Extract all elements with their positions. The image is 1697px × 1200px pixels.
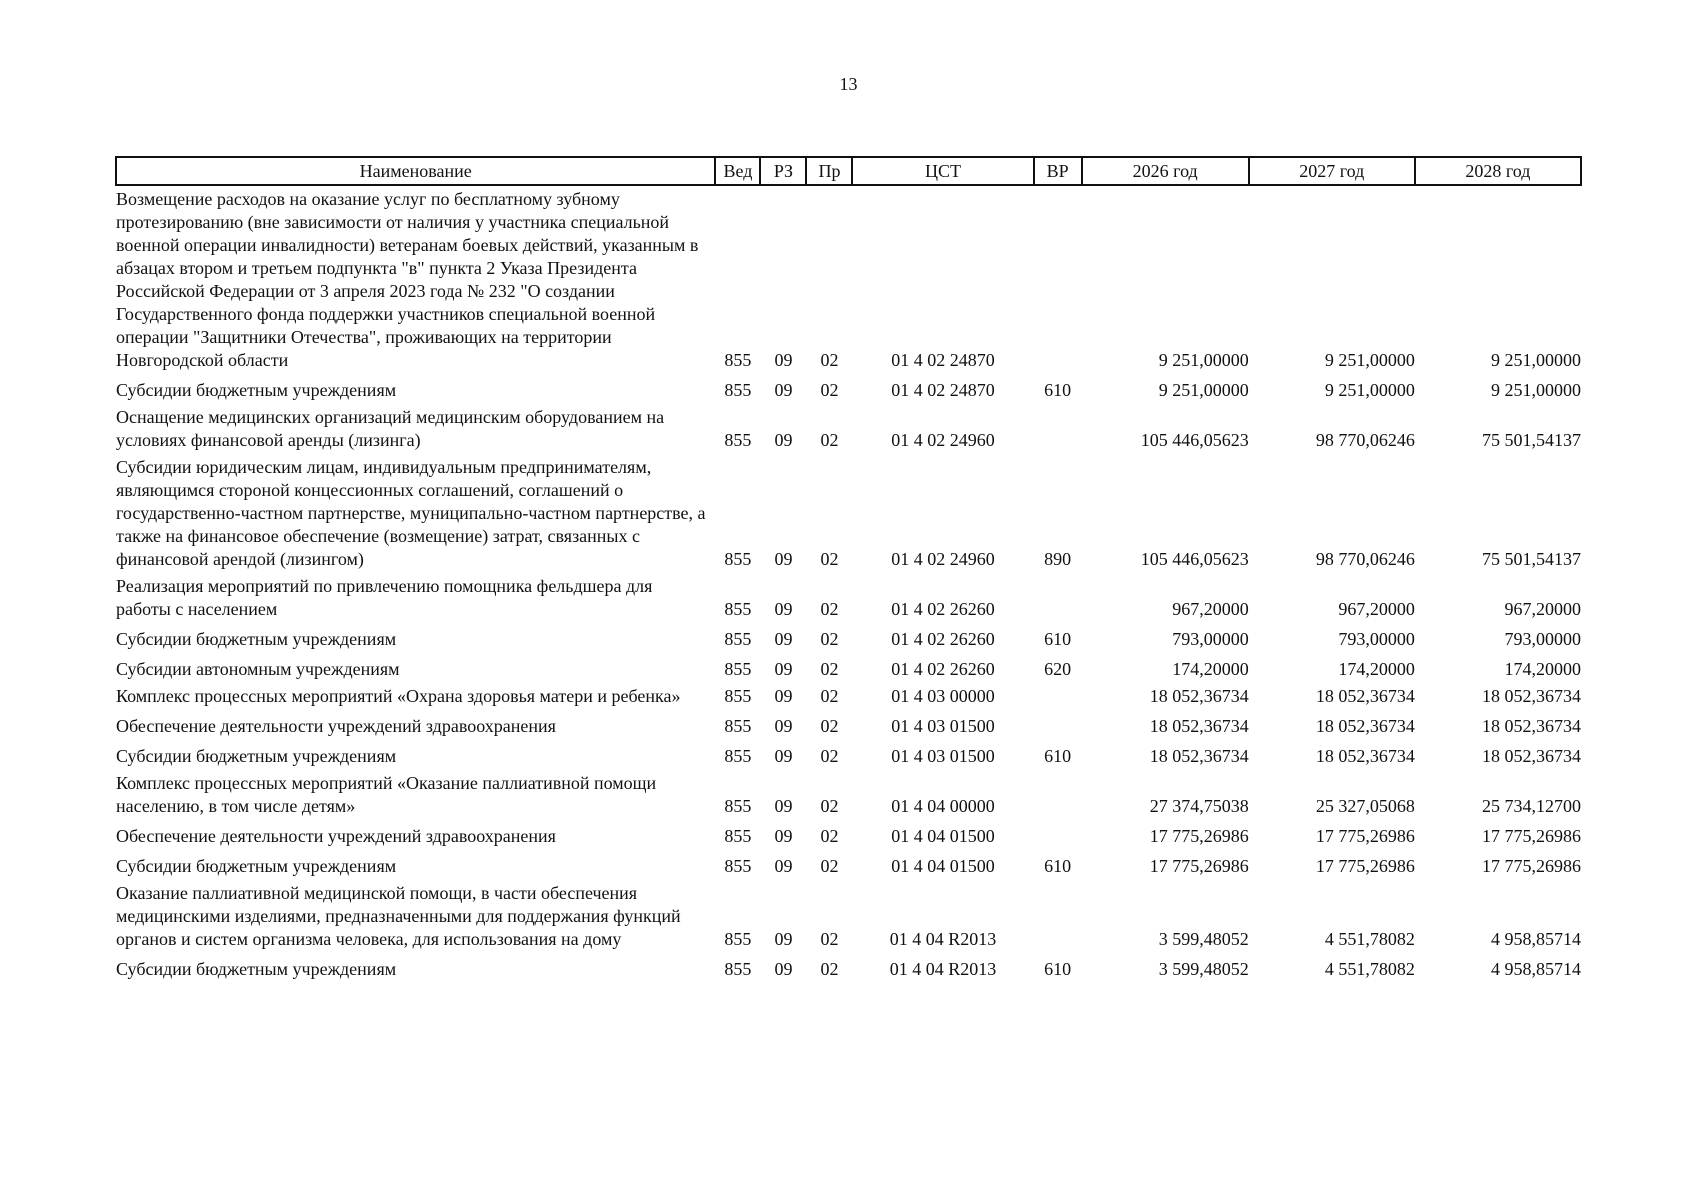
row-cst: 01 4 04 01500	[891, 856, 995, 876]
header-2028: 2028 год	[1415, 157, 1581, 185]
row-name: Комплекс процессных мероприятий «Охрана здоровья матери и ребенка»	[116, 686, 681, 706]
row-name: Субсидии автономным учреждениям	[116, 659, 400, 679]
row-value-2026: 27 374,75038	[1149, 796, 1249, 816]
row-value-2026: 18 052,36734	[1149, 746, 1249, 766]
row-pr: 02	[820, 686, 839, 706]
row-value-2026: 3 599,48052	[1158, 929, 1249, 949]
table-row	[116, 820, 1581, 850]
table-row	[116, 740, 1581, 770]
row-vr	[1034, 185, 1082, 374]
table-row	[116, 653, 1581, 683]
row-cst: 01 4 03 00000	[891, 686, 995, 706]
header-2026: 2026 год	[1082, 157, 1249, 185]
row-pr: 02	[820, 826, 839, 846]
page-number: 13	[839, 74, 858, 94]
header-name: Наименование	[116, 157, 715, 185]
row-value-2026: 9 251,00000	[1158, 350, 1249, 370]
row-ved: 855	[724, 959, 752, 979]
row-ved: 855	[724, 350, 752, 370]
row-name: Оказание паллиативной медицинской помощи, в части обеспечения медицинскими изделиями, предназначенными для поддержания функций органов и систем организма человека, для использования на дому	[116, 883, 681, 949]
row-rz: 09	[774, 716, 793, 736]
row-ved: 855	[724, 659, 752, 679]
header-ved: Вед	[715, 157, 760, 185]
row-rz: 09	[774, 599, 793, 619]
row-vr	[1034, 683, 1082, 710]
row-pr: 02	[820, 430, 839, 450]
row-pr: 02	[820, 746, 839, 766]
row-pr: 02	[820, 549, 839, 569]
row-name: Субсидии бюджетным учреждениям	[116, 380, 397, 400]
row-name: Субсидии бюджетным учреждениям	[116, 959, 397, 979]
header-2027: 2027 год	[1249, 157, 1415, 185]
row-pr: 02	[820, 716, 839, 736]
row-value-2026: 17 775,26986	[1149, 826, 1249, 846]
row-value-2027: 967,20000	[1338, 599, 1415, 619]
row-value-2026: 9 251,00000	[1158, 380, 1249, 400]
table-row	[116, 683, 1581, 710]
row-cst: 01 4 02 24870	[891, 380, 995, 400]
table-row	[116, 404, 1581, 454]
row-vr	[1034, 710, 1082, 740]
row-name: Субсидии бюджетным учреждениям	[116, 856, 397, 876]
row-rz: 09	[774, 549, 793, 569]
row-cst: 01 4 02 24870	[891, 350, 995, 370]
row-value-2028: 9 251,00000	[1491, 350, 1581, 370]
row-value-2028: 17 775,26986	[1482, 826, 1581, 846]
row-pr: 02	[820, 380, 839, 400]
table-row	[116, 710, 1581, 740]
row-vr	[1034, 404, 1082, 454]
row-value-2026: 3 599,48052	[1158, 959, 1249, 979]
row-value-2026: 174,20000	[1172, 659, 1249, 679]
row-vr: 620	[1044, 659, 1072, 679]
row-rz: 09	[774, 796, 793, 816]
row-value-2028: 18 052,36734	[1482, 686, 1581, 706]
row-ved: 855	[724, 746, 752, 766]
row-cst: 01 4 03 01500	[891, 746, 995, 766]
row-value-2026: 793,00000	[1172, 629, 1249, 649]
row-pr: 02	[820, 796, 839, 816]
table-row	[116, 850, 1581, 880]
header-pr: Пр	[806, 157, 852, 185]
row-value-2028: 967,20000	[1504, 599, 1581, 619]
row-name: Субсидии юридическим лицам, индивидуальным предпринимателям, являющимся стороной концессионных соглашений, соглашений о государственно-частном партнерстве, муниципально-частном партнерстве, а также на финансовое обеспечение (возмещение) затрат, связанных с финансовой арендой (лизингом)	[116, 457, 706, 569]
row-value-2028: 4 958,85714	[1491, 929, 1581, 949]
row-value-2027: 17 775,26986	[1315, 826, 1415, 846]
row-ved: 855	[724, 430, 752, 450]
row-value-2028: 174,20000	[1504, 659, 1581, 679]
row-rz: 09	[774, 686, 793, 706]
row-name: Субсидии бюджетным учреждениям	[116, 629, 397, 649]
row-vr: 610	[1044, 380, 1072, 400]
row-value-2028: 75 501,54137	[1482, 430, 1581, 450]
row-pr: 02	[820, 599, 839, 619]
row-cst: 01 4 03 01500	[891, 716, 995, 736]
row-rz: 09	[774, 826, 793, 846]
row-ved: 855	[724, 629, 752, 649]
row-ved: 855	[724, 856, 752, 876]
row-name: Обеспечение деятельности учреждений здравоохранения	[116, 826, 556, 846]
row-value-2028: 75 501,54137	[1482, 549, 1581, 569]
row-value-2027: 9 251,00000	[1324, 380, 1415, 400]
table-row	[116, 953, 1581, 983]
row-rz: 09	[774, 350, 793, 370]
row-value-2026: 105 446,05623	[1140, 430, 1249, 450]
header-rz: РЗ	[760, 157, 806, 185]
row-value-2027: 4 551,78082	[1324, 929, 1415, 949]
row-rz: 09	[774, 959, 793, 979]
row-value-2027: 18 052,36734	[1315, 746, 1415, 766]
row-value-2028: 18 052,36734	[1482, 716, 1581, 736]
table-body	[116, 185, 1581, 983]
row-value-2028: 18 052,36734	[1482, 746, 1581, 766]
row-pr: 02	[820, 929, 839, 949]
row-value-2027: 17 775,26986	[1315, 856, 1415, 876]
row-rz: 09	[774, 856, 793, 876]
row-name: Субсидии бюджетным учреждениям	[116, 746, 397, 766]
table-row	[116, 880, 1581, 953]
row-ved: 855	[724, 826, 752, 846]
row-rz: 09	[774, 929, 793, 949]
row-value-2027: 18 052,36734	[1315, 716, 1415, 736]
row-value-2028: 9 251,00000	[1491, 380, 1581, 400]
table-row	[116, 374, 1581, 404]
row-cst: 01 4 04 01500	[891, 826, 995, 846]
row-name: Комплекс процессных мероприятий «Оказание паллиативной помощи населению, в том числе детям»	[116, 773, 657, 816]
row-ved: 855	[724, 929, 752, 949]
row-value-2028: 793,00000	[1504, 629, 1581, 649]
row-cst: 01 4 02 26260	[891, 659, 995, 679]
row-ved: 855	[724, 549, 752, 569]
row-value-2027: 793,00000	[1338, 629, 1415, 649]
row-value-2026: 105 446,05623	[1140, 549, 1249, 569]
row-value-2028: 17 775,26986	[1482, 856, 1581, 876]
row-value-2027: 25 327,05068	[1315, 796, 1415, 816]
row-value-2026: 17 775,26986	[1149, 856, 1249, 876]
header-vr: ВР	[1034, 157, 1082, 185]
row-rz: 09	[774, 430, 793, 450]
row-value-2027: 9 251,00000	[1324, 350, 1415, 370]
header-cst: ЦСТ	[852, 157, 1033, 185]
row-pr: 02	[820, 959, 839, 979]
row-value-2026: 18 052,36734	[1149, 686, 1249, 706]
row-cst: 01 4 04 R2013	[889, 929, 997, 949]
row-cst: 01 4 04 00000	[891, 796, 995, 816]
row-vr: 610	[1044, 959, 1072, 979]
row-vr: 890	[1044, 549, 1072, 569]
table-row	[116, 623, 1581, 653]
row-vr	[1034, 770, 1082, 820]
table-row	[116, 454, 1581, 573]
row-cst: 01 4 02 26260	[891, 629, 995, 649]
row-pr: 02	[820, 629, 839, 649]
row-rz: 09	[774, 629, 793, 649]
row-ved: 855	[724, 380, 752, 400]
row-ved: 855	[724, 796, 752, 816]
row-vr: 610	[1044, 856, 1072, 876]
table-row	[116, 185, 1581, 374]
row-cst: 01 4 02 24960	[891, 430, 995, 450]
row-value-2027: 18 052,36734	[1315, 686, 1415, 706]
row-rz: 09	[774, 746, 793, 766]
row-value-2027: 98 770,06246	[1315, 430, 1415, 450]
row-ved: 855	[724, 686, 752, 706]
row-value-2027: 4 551,78082	[1324, 959, 1415, 979]
table-row	[116, 573, 1581, 623]
row-value-2026: 967,20000	[1172, 599, 1249, 619]
row-pr: 02	[820, 350, 839, 370]
budget-table	[115, 156, 1582, 983]
row-cst: 01 4 02 26260	[891, 599, 995, 619]
row-cst: 01 4 02 24960	[891, 549, 995, 569]
row-value-2028: 25 734,12700	[1482, 796, 1581, 816]
row-name: Обеспечение деятельности учреждений здравоохранения	[116, 716, 556, 736]
row-name: Оснащение медицинских организаций медицинским оборудованием на условиях финансовой аренды (лизинга)	[116, 407, 665, 450]
row-pr: 02	[820, 659, 839, 679]
row-name: Возмещение расходов на оказание услуг по бесплатному зубному протезированию (вне зависимости от наличия у участника специальной военной операции инвалидности) ветеранам боевых действий, указанным в абзацах втором и третьем подпункта "в" пункта 2 Указа Президента Российской Федерации от 3 апреля 2023 года № 232 "О создании Государственного фонда поддержки участников специальной военной операции "Защитники Отечества", проживающих на территории Новгородской области	[116, 189, 699, 370]
row-vr	[1034, 880, 1082, 953]
row-vr	[1034, 573, 1082, 623]
row-value-2027: 98 770,06246	[1315, 549, 1415, 569]
row-vr: 610	[1044, 629, 1072, 649]
row-value-2027: 174,20000	[1338, 659, 1415, 679]
row-ved: 855	[724, 599, 752, 619]
row-name: Реализация мероприятий по привлечению помощника фельдшера для работы с населением	[116, 576, 653, 619]
row-rz: 09	[774, 659, 793, 679]
row-vr: 610	[1044, 746, 1072, 766]
row-value-2028: 4 958,85714	[1491, 959, 1581, 979]
row-value-2026: 18 052,36734	[1149, 716, 1249, 736]
table-row	[116, 770, 1581, 820]
row-pr: 02	[820, 856, 839, 876]
table-header-row	[116, 157, 1581, 185]
row-rz: 09	[774, 380, 793, 400]
row-cst: 01 4 04 R2013	[889, 959, 997, 979]
row-ved: 855	[724, 716, 752, 736]
row-vr	[1034, 820, 1082, 850]
